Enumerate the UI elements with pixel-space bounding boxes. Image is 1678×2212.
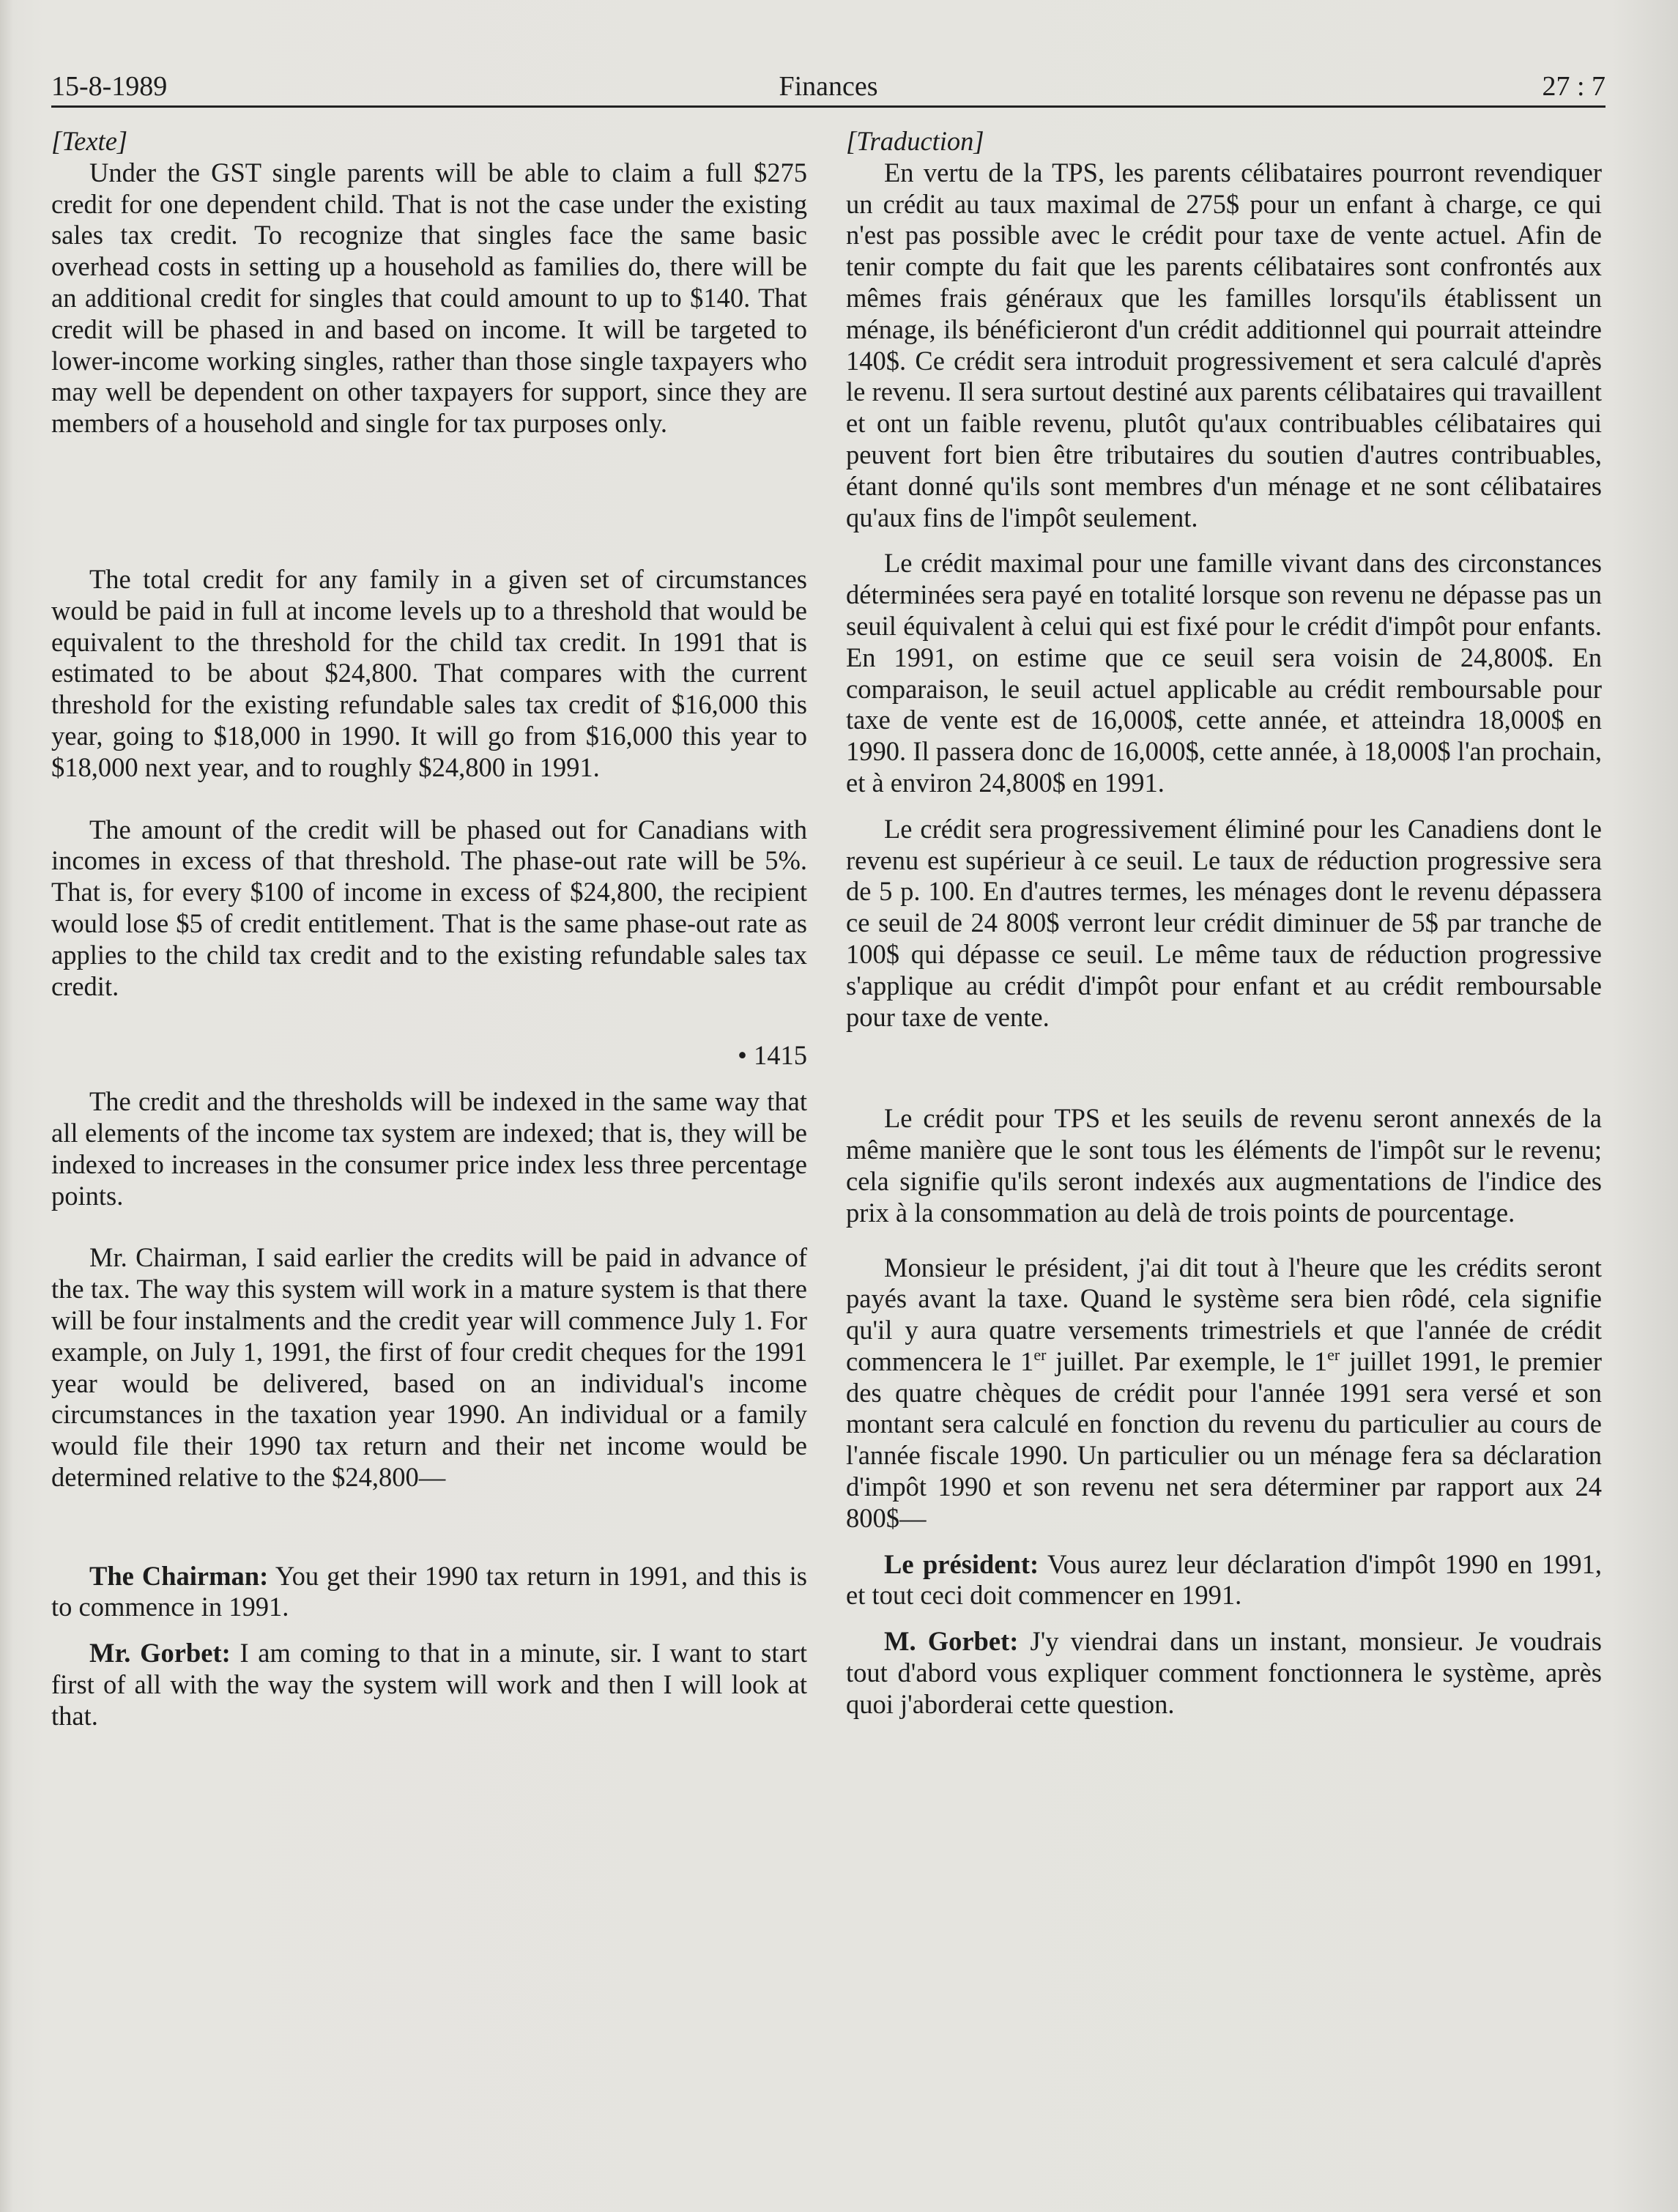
- time-marker: • 1415: [738, 1040, 807, 1071]
- speaker-name: Mr. Gorbet:: [89, 1638, 231, 1669]
- paragraph-text: Monsieur le président, j'ai dit tout à l'heure que les crédits seront payés avant la taxe. Quand le système sera bien rôdé, cela signifie qu'il y aura quatre versements trimestriels et que l'année de crédit commencera le 1: [846, 1252, 1602, 1376]
- speaker-paragraph: [51, 1638, 807, 1732]
- paragraph: Under the GST single parents will be able to claim a full $275 credit for one dependent child. That is not the case under the existing sales tax credit. To recognize that singles face the same basic overhead costs in setting up a household as families do, there will be an additional credit for singles that could amount to up to $140. That credit will be phased in and based on income. It will be targeted to lower-income working singles, rather than those single taxpayers who may well be dependent on other taxpayers for support, since they are members of a household and single for tax purposes only.: [51, 157, 807, 439]
- speaker-paragraph: [846, 1549, 1602, 1612]
- speech-text: You get their 1990 tax return in 1991, and this is to commence in 1991.: [51, 1560, 807, 1622]
- speaker-name: M. Gorbet:: [884, 1626, 1019, 1657]
- paragraph-text: juillet. Par exemple, le 1: [1046, 1346, 1328, 1376]
- section-label: [Traduction]: [846, 126, 984, 156]
- speech-text: Vous aurez leur déclaration d'impôt 1990 en 1991, et tout ceci doit commencer en 1991.: [846, 1548, 1603, 1611]
- paragraph: Mr. Chairman, I said earlier the credits will be paid in advance of the tax. The way this system will work in a mature system is that there will be four instalments and the credit year will commence July 1. For example, on July 1, 1991, the first of four credit cheques for the 1991 year would be delivered, based on an individual's income circumstances in the taxation year 1990. An individual or a family would file their 1990 tax return and their net income would be determined relative to the $24,800—: [51, 1242, 807, 1492]
- speech-text: I am coming to that in a minute, sir. I want to start first of all with the way the system will work and then I will look at that.: [51, 1638, 808, 1731]
- speaker-name: Le président:: [884, 1548, 1039, 1579]
- paragraph: En vertu de la TPS, les parents célibataires pourront revendiquer un crédit au taux maximal de 275$ pour un enfant à charge, ce qui n'est pas possible avec le crédit pour taxe de vente actuel. Afin de tenir compte du fait que les parents célibataires sont confrontés aux mêmes frais généraux que les familles lorsqu'ils établissent un ménage, ils bénéficieront d'un crédit additionnel qui pourrait atteindre 140$. Ce crédit sera introduit progressivement et sera calculé d'après le revenu. Il sera surtout destiné aux parents célibataires qui travaillent et ont un faible revenu, plutôt qu'aux contribuables célibataires qui peuvent fort bien être tributaires du soutien d'autres contribuables, étant donné qu'ils sont membres d'un ménage et ne sont célibataires qu'aux fins de l'impôt seulement.: [846, 157, 1602, 532]
- english-column: [51, 126, 807, 1732]
- speaker-name: The Chairman:: [89, 1560, 269, 1591]
- paragraph: The credit and the thresholds will be indexed in the same way that all elements of the income tax system are indexed; that is, they will be indexed to increases in the consumer price index less three percentage points.: [51, 1086, 807, 1211]
- speech-text: J'y viendrai dans un instant, monsieur. Je voudrais tout d'abord vous expliquer comment fonctionnera le système, après quoi j'aborderai cette question.: [846, 1626, 1602, 1719]
- speaker-paragraph: [51, 1561, 807, 1624]
- superscript: er: [1327, 1345, 1340, 1364]
- paragraph: Le crédit pour TPS et les seuils de revenu seront annexés de la même manière que le sont tous les éléments de l'impôt sur le revenu; cela signifie qu'ils seront indexés aux augmentations de l'indice des prix à la consommation au delà de trois points de pourcentage.: [846, 1103, 1602, 1228]
- paragraph: [846, 1252, 1602, 1534]
- section-label: [Texte]: [51, 126, 128, 156]
- paragraph: Le crédit maximal pour une famille vivant dans des circonstances déterminées sera payé en totalité lorsque son revenu ne dépasse pas un seuil équivalent à celui qui est fixé pour le crédit d'impôt pour enfants. En 1991, on estime que ce seuil sera voisin de 24,800$. En comparaison, le seuil actuel applicable au crédit remboursable pour taxe de vente est de 16,000$, cette année, et atteindra 18,000$ en 1990. Il passera donc de 16,000$, cette année, à 18,000$ l'an prochain, et à environ 24,800$ en 1991.: [846, 548, 1602, 798]
- page-header: [51, 67, 1605, 108]
- superscript: er: [1033, 1345, 1047, 1364]
- paragraph-text: juillet 1991, le premier des quatre chèques de crédit pour l'année 1991 sera versé et son montant sera calculé en fonction du revenu du particulier au cours de l'année fiscale 1990. Un particulier ou un ménage fera sa déclaration d'impôt 1990 et son revenu net sera déterminer par rapport aux 24 800$—: [846, 1346, 1602, 1533]
- french-column: [846, 126, 1602, 1721]
- header-page-number: 27 : 7: [1542, 71, 1605, 102]
- header-date: 15-8-1989: [51, 71, 168, 102]
- paragraph: The total credit for any family in a given set of circumstances would be paid in full at income levels up to a threshold that would be equivalent to the threshold for the child tax credit. In 1991 that is estimated to be about $24,800. That compares with the current threshold for the existing refundable sales tax credit of $16,000 this year, going to $18,000 in 1990. It will go from $16,000 this year to $18,000 next year, and to roughly $24,800 in 1991.: [51, 563, 807, 782]
- paragraph: The amount of the credit will be phased out for Canadians with incomes in excess of that threshold. The phase-out rate will be 5%. That is, for every $100 of income in excess of $24,800, the recipient would lose $5 of credit entitlement. That is the same phase-out rate as applies to the child tax credit and to the existing refundable sales tax credit.: [51, 814, 807, 1001]
- header-title: Finances: [779, 71, 878, 102]
- speaker-paragraph: [846, 1626, 1602, 1720]
- paragraph: Le crédit sera progressivement éliminé pour les Canadiens dont le revenu est supérieur à ce seuil. Le taux de réduction progressive sera de 5 p. 100. En d'autres termes, les ménages dont le revenu dépassera ce seuil de 24 800$ verront leur crédit diminuer de 5$ par tranche de 100$ qui dépasse ce seuil. Le même taux de réduction progressive s'applique au crédit d'impôt pour enfant et au crédit remboursable pour taxe de vente.: [846, 813, 1602, 1032]
